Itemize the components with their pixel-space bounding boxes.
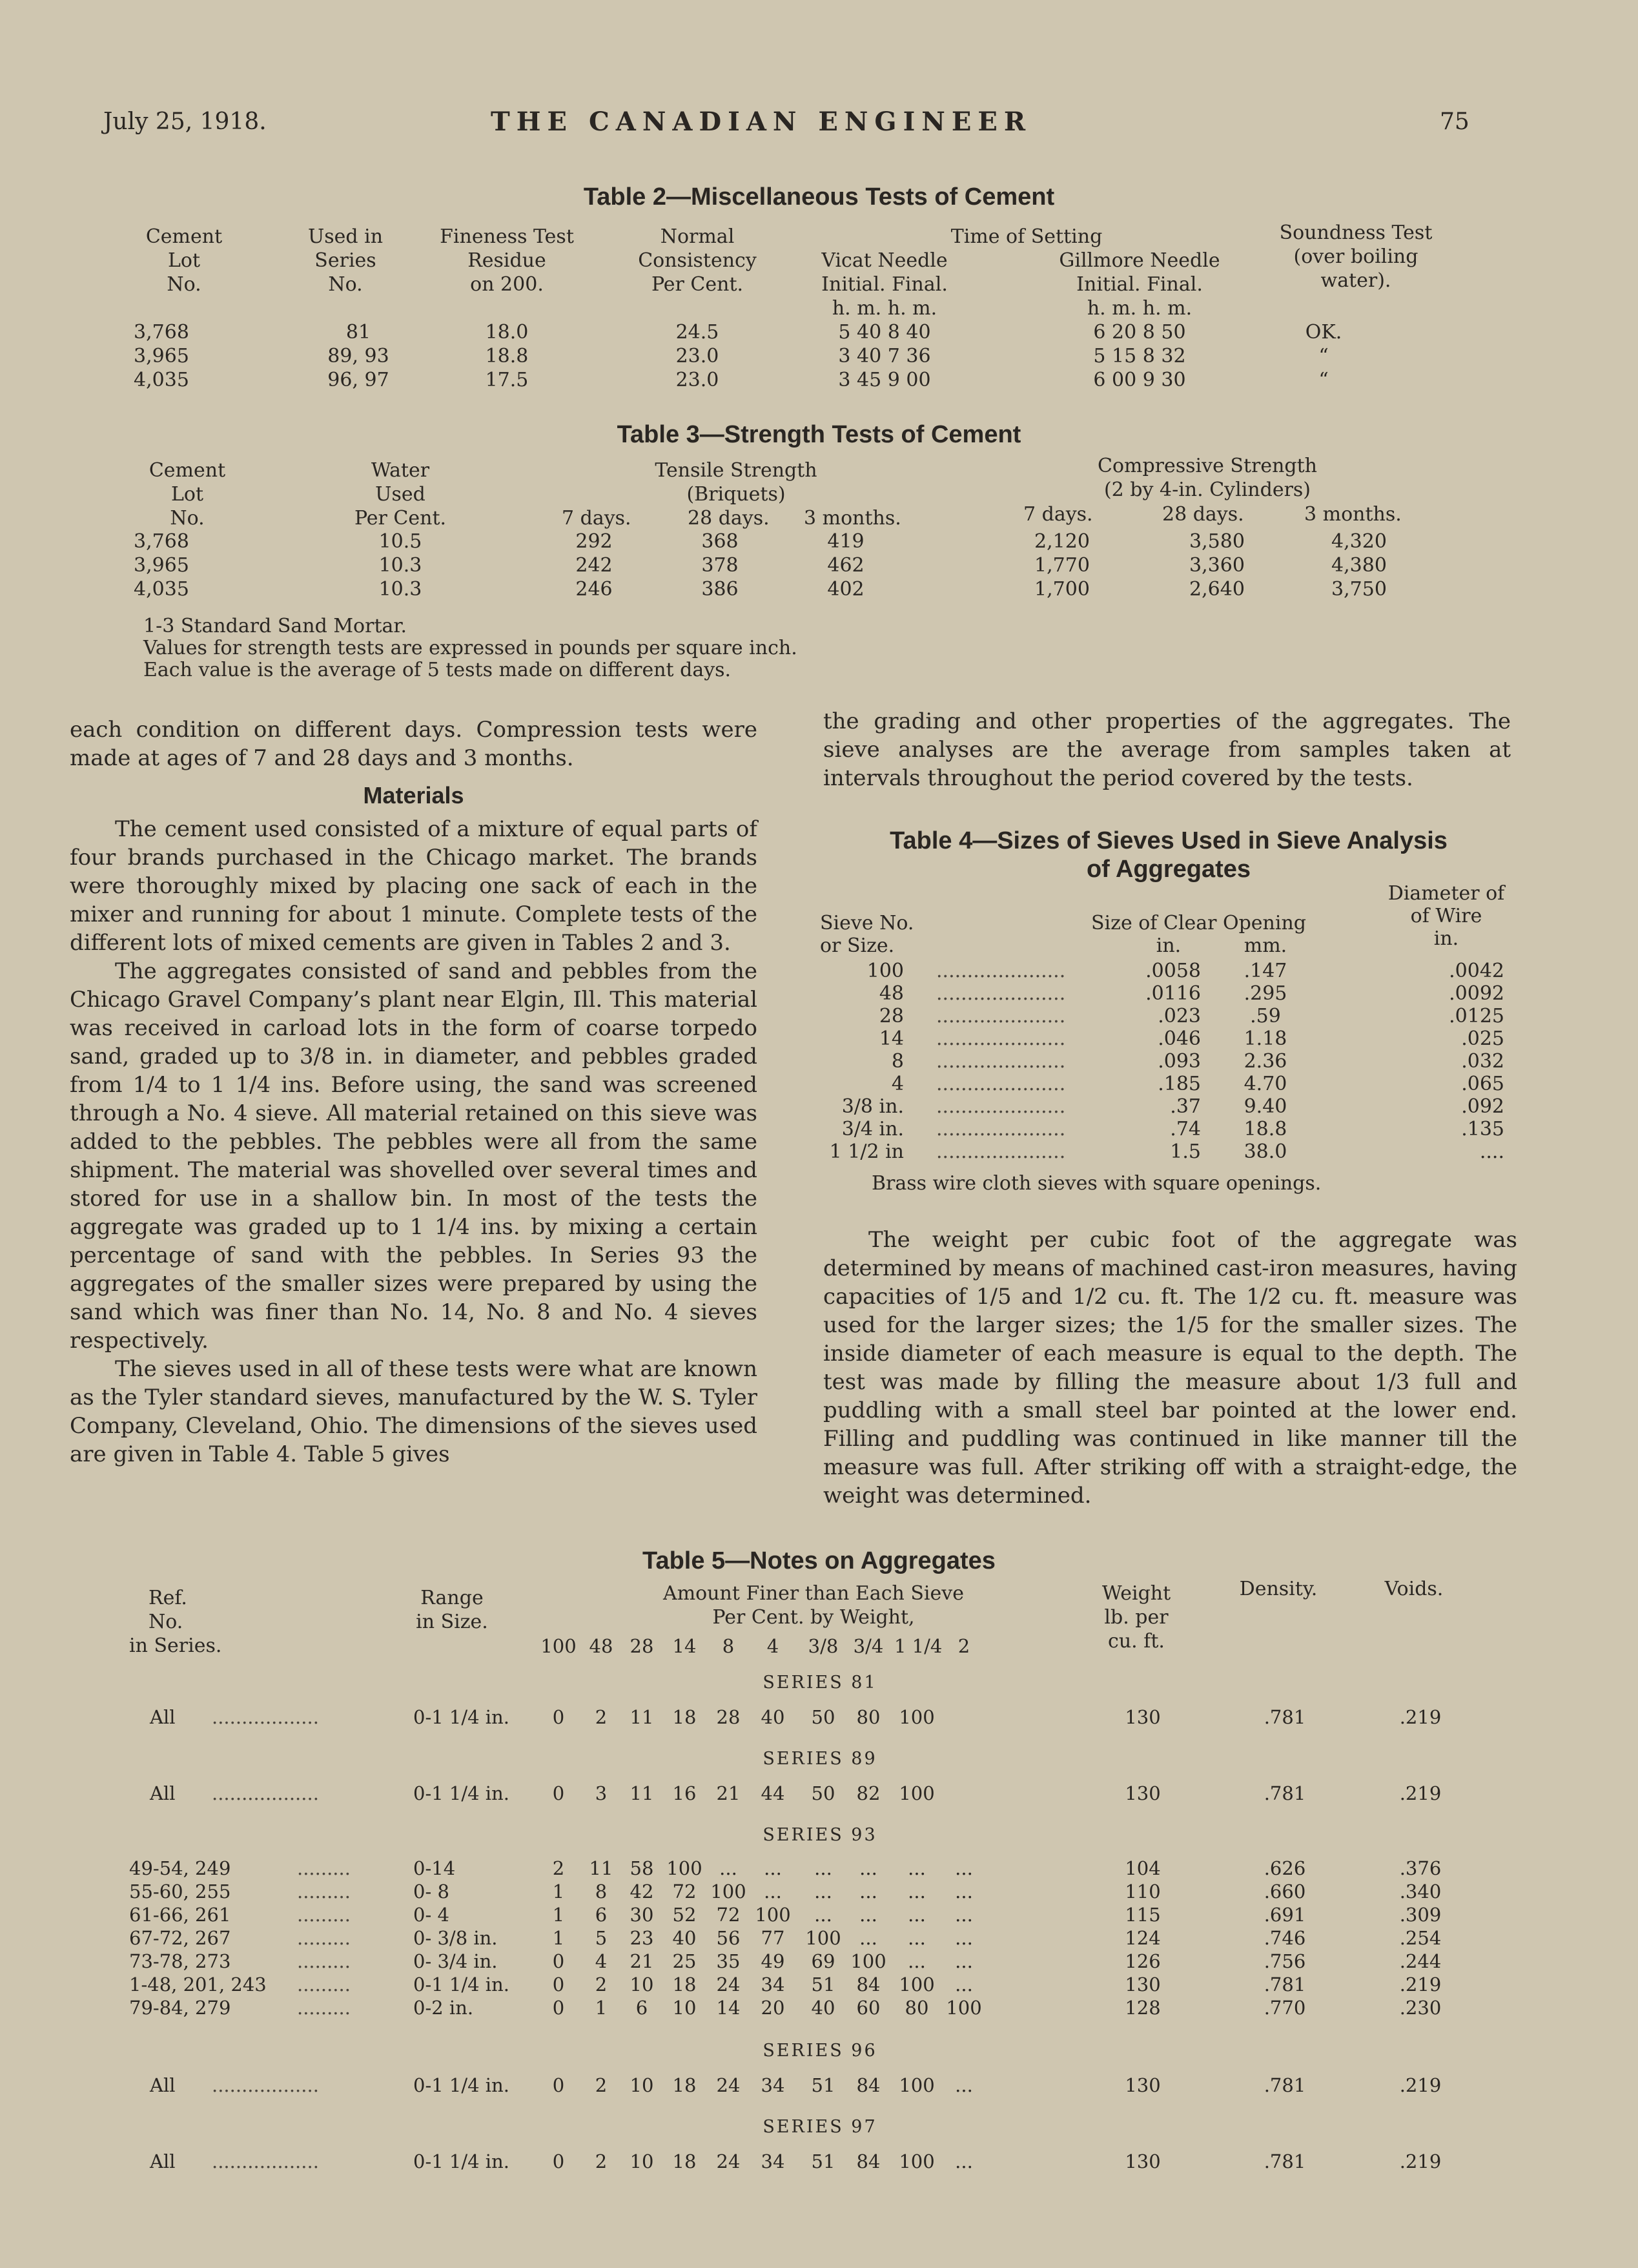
percent-cell: 3 — [595, 1782, 608, 1804]
percent-cell: 42 — [630, 1881, 654, 1902]
percent-cell: 50 — [811, 1782, 835, 1804]
percent-cell: 51 — [811, 2150, 835, 2172]
table-4-note: Brass wire cloth sieves with square openings. — [872, 1172, 1322, 1195]
percent-cell: ... — [955, 1950, 973, 1972]
leader-dots: .................. — [212, 2150, 319, 2172]
percent-cell: 51 — [811, 2074, 835, 2096]
table-row: 3,965 10.3 242 378 462 1,770 3,360 4,380 — [134, 554, 1387, 577]
percent-cell: ... — [955, 2150, 973, 2172]
voids-cell: .219 — [1399, 1706, 1442, 1728]
table-3-notes: 1-3 Standard Sand Mortar. Values for strength tests are expressed in pounds per square inch. Each value is the average of 5 tests made on different days. — [143, 615, 797, 681]
percent-cell: 16 — [672, 1782, 697, 1804]
percent-cell: 10 — [672, 1997, 697, 2019]
paragraph: The aggregates consisted of sand and pebbles from the Chicago Gravel Company’s plant near Elgin, Ill. This material was received in carload lots in the form of coarse torpedo sand, graded up to 3/8 in. in diameter, and pebbles graded from 1/4 to 1 1/4 ins. Before using, the sand was screened through a No. 4 sieve. All material retained on this sieve was added to the pebbles. The pebbles were all from the same shipment. The material was shovelled over several times and stored for use in a shallow bin. In most of the tests the aggregate was graded up to 1 1/4 ins. by mixing a certain percentage of sand with the pebbles. In Series 93 the aggregates of the smaller sizes were prepared by using the sand which was finer than No. 14, No. 8 and No. 4 sieves respectively. — [70, 958, 757, 1354]
voids-cell: .219 — [1399, 1782, 1442, 1804]
percent-cell: 52 — [672, 1904, 697, 1926]
percent-cell: ... — [955, 1904, 973, 1926]
weight-cell: 104 — [1125, 1857, 1161, 1879]
percent-cell: 0 — [552, 2150, 565, 2172]
percent-cell: 18 — [672, 1706, 697, 1728]
percent-cell: 34 — [761, 2074, 785, 2096]
percent-cell: 34 — [761, 1974, 785, 1995]
percent-cell: ... — [814, 1904, 832, 1926]
percent-cell: 35 — [716, 1950, 741, 1972]
ref-cell: 73-78, 273 — [129, 1950, 231, 1972]
percent-cell: 0 — [552, 1974, 565, 1995]
percent-cell: 30 — [630, 1904, 654, 1926]
table-3-header-tensile-7: 7 days. — [562, 507, 631, 530]
percent-cell: 6 — [635, 1997, 648, 2019]
percent-cell: 23 — [630, 1927, 654, 1949]
percent-cell: ... — [955, 1974, 973, 1995]
percent-cell: ... — [764, 1857, 782, 1879]
percent-cell: ... — [859, 1857, 877, 1879]
weight-cell: 115 — [1125, 1904, 1161, 1926]
table-2-header-lot: Cement Lot No. — [145, 225, 223, 296]
percent-cell: 0 — [552, 1997, 565, 2019]
table-5-header-range: Range in Size. — [416, 1587, 488, 1633]
percent-cell: 84 — [856, 2074, 881, 2096]
percent-cell: 100 — [946, 1997, 982, 2019]
percent-cell: 11 — [630, 1782, 654, 1804]
weight-cell: 130 — [1125, 2074, 1161, 2096]
table-row: 14 ..................... .046 1.18 .025 — [879, 1027, 1504, 1050]
percent-cell: 2 — [595, 2150, 608, 2172]
table-row: 100 ..................... .0058 .147 .0042 — [866, 960, 1504, 982]
percent-cell: 60 — [856, 1997, 881, 2019]
table-row: 28 ..................... .023 .59 .0125 — [879, 1005, 1504, 1027]
table-3-header-tensile-3m: 3 months. — [804, 507, 901, 530]
table-5-sieve-header: 48 — [589, 1635, 613, 1657]
percent-cell: 10 — [630, 2074, 654, 2096]
percent-cell: 80 — [856, 1706, 881, 1728]
journal-title: THE CANADIAN ENGINEER — [491, 107, 1032, 137]
ref-cell: 55-60, 255 — [129, 1881, 231, 1902]
density-cell: .781 — [1264, 1706, 1306, 1728]
range-cell: 0- 3/8 in. — [413, 1927, 498, 1949]
percent-cell: 58 — [630, 1857, 654, 1879]
density-cell: .770 — [1264, 1997, 1306, 2019]
voids-cell: .244 — [1399, 1950, 1442, 1972]
percent-cell: 0 — [552, 1950, 565, 1972]
percent-cell: 25 — [672, 1950, 697, 1972]
right-column-paragraph — [823, 1226, 1517, 1510]
weight-cell: 110 — [1125, 1881, 1161, 1902]
series-label: SERIES 81 — [763, 1673, 877, 1693]
table-3-title: Table 3—Strength Tests of Cement — [617, 421, 1021, 448]
range-cell: 0-2 in. — [413, 1997, 474, 2019]
density-cell: .691 — [1264, 1904, 1306, 1926]
percent-cell: 6 — [595, 1904, 608, 1926]
percent-cell: ... — [908, 1857, 926, 1879]
table-row: 3,965 89, 93 18.8 23.0 3 40 7 36 5 15 8 32 “ — [134, 345, 1329, 367]
percent-cell: 1 — [595, 1997, 608, 2019]
table-2-header-series: Used in Series No. — [307, 225, 384, 296]
table-2-header-fineness: Fineness Test Residue on 200. — [440, 225, 574, 296]
series-label: SERIES 97 — [763, 2117, 877, 2137]
table-row: 1 1/2 in ..................... 1.5 38.0 .... — [829, 1140, 1504, 1163]
table-5-sieve-header: 1 1/4 — [894, 1635, 943, 1657]
percent-cell: 0 — [552, 1706, 565, 1728]
table-3-header-comp-7: 7 days. — [1023, 503, 1093, 526]
voids-cell: .230 — [1399, 1997, 1442, 2019]
percent-cell: 100 — [899, 1706, 935, 1728]
ref-cell: 79-84, 279 — [129, 1997, 231, 2019]
paragraph: The sieves used in all of these tests were what are known as the Tyler standard sieves, manufactured by the W. S. Tyler Company, Cleveland, Ohio. The dimensions of the sieves used are given in Table 4. Table 5 gives — [70, 1356, 757, 1467]
percent-cell: ... — [814, 1881, 832, 1902]
materials-heading: Materials — [363, 782, 464, 809]
density-cell: .660 — [1264, 1881, 1306, 1902]
percent-cell: ... — [908, 1950, 926, 1972]
percent-cell: ... — [859, 1927, 877, 1949]
percent-cell: ... — [955, 2074, 973, 2096]
table-5-sieve-header: 28 — [630, 1635, 654, 1657]
ref-cell: All — [150, 2074, 176, 2096]
percent-cell: 28 — [716, 1706, 741, 1728]
table-3-header-tensile: Tensile Strength (Briquets) — [655, 459, 817, 506]
table-4-header-mm: mm. — [1244, 934, 1287, 957]
table-row: 4,035 96, 97 17.5 23.0 3 45 9 00 6 00 9 30 “ — [134, 369, 1329, 391]
voids-cell: .376 — [1399, 1857, 1442, 1879]
left-column — [70, 716, 757, 1469]
percent-cell: ... — [908, 1904, 926, 1926]
table-5-header-density: Density. — [1239, 1578, 1318, 1600]
percent-cell: 100 — [805, 1927, 841, 1949]
table-4-body — [820, 960, 1524, 1163]
table-2-header-gillmore: Gillmore Needle Initial. Final. h. m. h. m. — [1059, 249, 1220, 320]
series-label: SERIES 89 — [763, 1749, 877, 1769]
percent-cell: 50 — [811, 1706, 835, 1728]
percent-cell: 77 — [761, 1927, 785, 1949]
percent-cell: 40 — [672, 1927, 697, 1949]
table-row: 3,768 10.5 292 368 419 2,120 3,580 4,320 — [134, 530, 1387, 553]
leader-dots: .................. — [212, 1782, 319, 1804]
ref-cell: All — [150, 2150, 176, 2172]
percent-cell: ... — [955, 1881, 973, 1902]
percent-cell: 2 — [595, 2074, 608, 2096]
table-5-sieve-header: 8 — [722, 1635, 735, 1657]
percent-cell: ... — [955, 1927, 973, 1949]
series-label: SERIES 96 — [763, 2041, 877, 2061]
table-3-header-comp-3m: 3 months. — [1304, 503, 1402, 526]
table-row: 4 ..................... .185 4.70 .065 — [891, 1073, 1504, 1095]
leader-dots: ......... — [297, 1997, 351, 2019]
percent-cell: 0 — [552, 2074, 565, 2096]
leader-dots: ......... — [297, 1857, 351, 1879]
percent-cell: 18 — [672, 2150, 697, 2172]
percent-cell: 20 — [761, 1997, 785, 2019]
ref-cell: 1-48, 201, 243 — [129, 1974, 267, 1995]
table-5-sieve-header: 14 — [672, 1635, 697, 1657]
percent-cell: 84 — [856, 1974, 881, 1995]
leader-dots: ......... — [297, 1881, 351, 1902]
percent-cell: 51 — [811, 1974, 835, 1995]
weight-cell: 130 — [1125, 2150, 1161, 2172]
density-cell: .781 — [1264, 1974, 1306, 1995]
percent-cell: 5 — [595, 1927, 608, 1949]
percent-cell: ... — [908, 1927, 926, 1949]
percent-cell: ... — [719, 1857, 737, 1879]
leader-dots: ......... — [297, 1904, 351, 1926]
leader-dots: ......... — [297, 1927, 351, 1949]
voids-cell: .219 — [1399, 2150, 1442, 2172]
percent-cell: 21 — [630, 1950, 654, 1972]
voids-cell: .309 — [1399, 1904, 1442, 1926]
leader-dots: ......... — [297, 1950, 351, 1972]
percent-cell: 80 — [905, 1997, 929, 2019]
table-row: 48 ..................... .0116 .295 .0092 — [879, 982, 1504, 1005]
table-2-header-vicat: Vicat Needle Initial. Final. h. m. h. m. — [821, 249, 948, 320]
weight-cell: 130 — [1125, 1974, 1161, 1995]
table-4-header-in: in. — [1156, 934, 1182, 957]
series-label: SERIES 93 — [763, 1825, 877, 1845]
table-4-title: Table 4—Sizes of Sieves Used in Sieve Analysis of Aggregates — [890, 827, 1448, 883]
density-cell: .746 — [1264, 1927, 1306, 1949]
table-5-sieve-header: 100 — [540, 1635, 577, 1657]
weight-cell: 128 — [1125, 1997, 1161, 2019]
percent-cell: 44 — [761, 1782, 785, 1804]
percent-cell: 100 — [899, 2074, 935, 2096]
range-cell: 0-1 1/4 in. — [413, 1974, 509, 1995]
table-row: 3/8 in. ..................... .37 9.40 .092 — [841, 1095, 1504, 1118]
table-row: 3,768 81 18.0 24.5 5 40 8 40 6 20 8 50 OK. — [134, 321, 1342, 344]
percent-cell: 14 — [716, 1997, 741, 2019]
voids-cell: .219 — [1399, 1974, 1442, 1995]
table-5-header-weight: Weight lb. per cu. ft. — [1101, 1582, 1171, 1653]
range-cell: 0- 3/4 in. — [413, 1950, 498, 1972]
table-row: 4,035 10.3 246 386 402 1,700 2,640 3,750 — [134, 578, 1387, 601]
percent-cell: ... — [859, 1881, 877, 1902]
table-3-header-water: Water Used Per Cent. — [354, 459, 447, 530]
percent-cell: 10 — [630, 1974, 654, 1995]
table-5-sieve-header: 2 — [957, 1635, 970, 1657]
percent-cell: 18 — [672, 1974, 697, 1995]
range-cell: 0-1 1/4 in. — [413, 1706, 509, 1728]
weight-cell: 124 — [1125, 1927, 1161, 1949]
percent-cell: ... — [814, 1857, 832, 1879]
table-2-header-normal: Normal Consistency Per Cent. — [638, 225, 757, 296]
table-4-header-opening: Size of Clear Opening — [1091, 912, 1307, 934]
percent-cell: 100 — [710, 1881, 746, 1902]
table-5-header-ref: Ref. No. in Series. — [129, 1587, 222, 1657]
table-3-header-compressive: Compressive Strength (2 by 4-in. Cylinders) — [1098, 455, 1317, 501]
table-5-title: Table 5—Notes on Aggregates — [642, 1547, 996, 1574]
percent-cell: ... — [859, 1904, 877, 1926]
percent-cell: 40 — [811, 1997, 835, 2019]
percent-cell: 69 — [811, 1950, 835, 1972]
table-5-sieve-header: 3/4 — [853, 1635, 884, 1657]
range-cell: 0- 4 — [413, 1904, 449, 1926]
percent-cell: 1 — [552, 1881, 565, 1902]
percent-cell: 11 — [589, 1857, 613, 1879]
page-number: 75 — [1440, 108, 1469, 135]
leader-dots: ......... — [297, 1974, 351, 1995]
ref-cell: 61-66, 261 — [129, 1904, 231, 1926]
percent-cell: 34 — [761, 2150, 785, 2172]
table-3-header-lot: Cement Lot No. — [148, 459, 226, 530]
table-row: 8 ..................... .093 2.36 .032 — [891, 1050, 1504, 1073]
percent-cell: 82 — [856, 1782, 881, 1804]
percent-cell: 56 — [716, 1927, 741, 1949]
percent-cell: 2 — [595, 1706, 608, 1728]
range-cell: 0-1 1/4 in. — [413, 2074, 509, 2096]
issue-date: July 25, 1918. — [103, 108, 267, 135]
voids-cell: .219 — [1399, 2074, 1442, 2096]
density-cell: .756 — [1264, 1950, 1306, 1972]
range-cell: 0-1 1/4 in. — [413, 1782, 509, 1804]
percent-cell: 1 — [552, 1904, 565, 1926]
percent-cell: 49 — [761, 1950, 785, 1972]
percent-cell: 24 — [716, 2150, 741, 2172]
voids-cell: .340 — [1399, 1881, 1442, 1902]
range-cell: 0-1 1/4 in. — [413, 2150, 509, 2172]
table-5-sieve-header: 3/8 — [808, 1635, 839, 1657]
table-4-header-sieve: Sieve No. or Size. — [820, 912, 914, 957]
ref-cell: All — [150, 1782, 176, 1804]
table-3-header-comp-28: 28 days. — [1162, 503, 1244, 526]
table-5-sieve-header: 4 — [766, 1635, 779, 1657]
voids-cell: .254 — [1399, 1927, 1442, 1949]
percent-cell: 100 — [755, 1904, 791, 1926]
table-5-header-voids: Voids. — [1384, 1578, 1444, 1600]
table-4-header-wire: Diameter of of Wire in. — [1387, 882, 1505, 950]
percent-cell: 4 — [595, 1950, 608, 1972]
density-cell: .626 — [1264, 1857, 1306, 1879]
percent-cell: 21 — [716, 1782, 741, 1804]
percent-cell: 72 — [716, 1904, 741, 1926]
percent-cell: 100 — [899, 1782, 935, 1804]
table-2-header-soundness: Soundness Test (over boiling water). — [1279, 222, 1433, 292]
weight-cell: 130 — [1125, 1706, 1161, 1728]
percent-cell: 8 — [595, 1881, 608, 1902]
density-cell: .781 — [1264, 1782, 1306, 1804]
right-column-intro — [823, 707, 1511, 792]
percent-cell: 0 — [552, 1782, 565, 1804]
range-cell: 0- 8 — [413, 1881, 449, 1902]
percent-cell: 24 — [716, 1974, 741, 1995]
percent-cell: 1 — [552, 1927, 565, 1949]
percent-cell: 100 — [850, 1950, 886, 1972]
leader-dots: .................. — [212, 1706, 319, 1728]
table-row: 3/4 in. ..................... .74 18.8 .135 — [841, 1118, 1504, 1140]
table-2-body — [129, 320, 1485, 392]
percent-cell: 2 — [595, 1974, 608, 1995]
percent-cell: 72 — [672, 1881, 697, 1902]
percent-cell: 2 — [552, 1857, 565, 1879]
percent-cell: 10 — [630, 2150, 654, 2172]
table-3-header-tensile-28: 28 days. — [688, 507, 770, 530]
left-intro: each condition on different days. Compression tests were made at ages of 7 and 28 days and 3 months. — [70, 717, 757, 771]
percent-cell: 40 — [761, 1706, 785, 1728]
percent-cell: 11 — [630, 1706, 654, 1728]
ref-cell: 67-72, 267 — [129, 1927, 231, 1949]
percent-cell: 100 — [899, 1974, 935, 1995]
percent-cell: 100 — [899, 2150, 935, 2172]
ref-cell: 49-54, 249 — [129, 1857, 231, 1879]
paragraph: The cement used consisted of a mixture of equal parts of four brands purchased in the Chicago market. The brands were thoroughly mixed by placing one sack of each in the mixer and running for about 1 minute. Complete tests of the different lots of mixed cements are given in Tables 2 and 3. — [70, 816, 757, 956]
table-3-body — [129, 530, 1485, 601]
percent-cell: 18 — [672, 2074, 697, 2096]
table-2-title: Table 2—Miscellaneous Tests of Cement — [583, 183, 1055, 211]
leader-dots: .................. — [212, 2074, 319, 2096]
weight-cell: 126 — [1125, 1950, 1161, 1972]
right-intro: the grading and other properties of the aggregates. The sieve analyses are the average from samples taken at intervals throughout the period covered by the tests. — [823, 708, 1511, 791]
percent-cell: ... — [955, 1857, 973, 1879]
weight-cell: 130 — [1125, 1782, 1161, 1804]
percent-cell: 84 — [856, 2150, 881, 2172]
density-cell: .781 — [1264, 2150, 1306, 2172]
percent-cell: ... — [764, 1881, 782, 1902]
percent-cell: 24 — [716, 2074, 741, 2096]
paragraph: The weight per cubic foot of the aggregate was determined by means of machined cast-iron measures, having capacities of 1/5 and 1/2 cu. ft. The 1/2 cu. ft. measure was used for the larger sizes; the 1/5 for the smaller sizes. The inside diameter of each measure is equal to the depth. The test was made by filling the measure about 1/3 full and puddling with a small steel bar pointed at the lower end. Filling and puddling was continued in like manner till the measure was full. After striking off with a straight-edge, the weight was determined. — [823, 1227, 1517, 1509]
table-5-header-amount: Amount Finer than Each Sieve Per Cent. by Weight, — [663, 1582, 964, 1629]
range-cell: 0-14 — [413, 1857, 456, 1879]
percent-cell: 100 — [666, 1857, 702, 1879]
percent-cell: ... — [908, 1881, 926, 1902]
ref-cell: All — [150, 1706, 176, 1728]
density-cell: .781 — [1264, 2074, 1306, 2096]
table-2-header-time: Time of Setting — [950, 225, 1103, 248]
